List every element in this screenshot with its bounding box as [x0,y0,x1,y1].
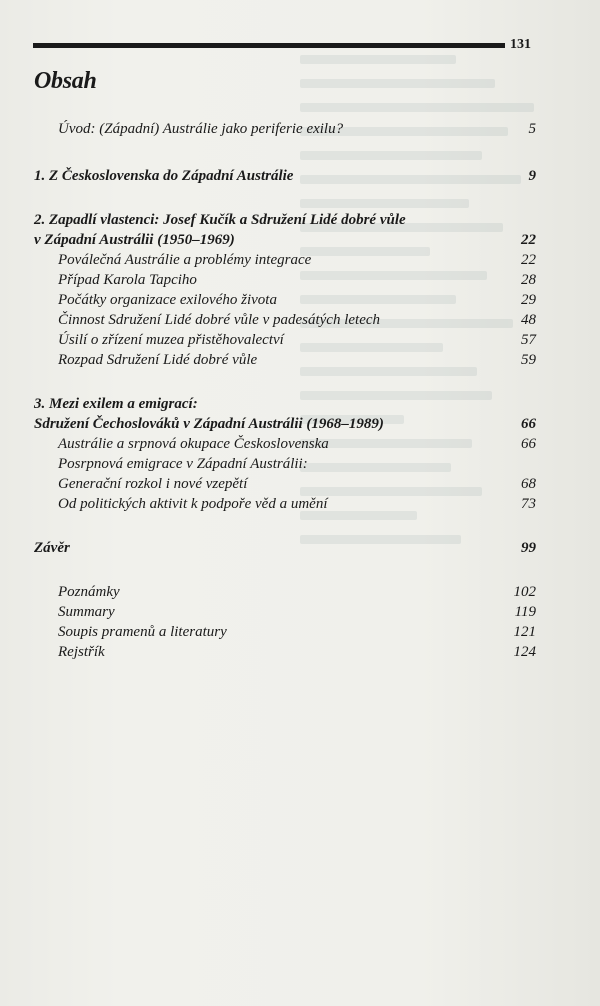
toc-entry-page: 119 [514,604,536,620]
toc-entry-label: Generační rozkol i nové vzepětí [58,476,248,492]
toc-entry-page: 66 [521,416,536,432]
toc-appendix-entry [34,602,536,622]
toc-entry-page: 59 [521,352,536,368]
toc-entry-label: Počátky organizace exilového života [58,292,277,308]
toc-subentry [34,310,536,330]
toc-entry-chapter-1 [34,166,536,186]
toc-entry-label: Rejstřík [58,644,105,660]
toc-entry-label: Případ Karola Tapciho [58,272,197,288]
toc-subentry [34,474,536,494]
toc-entry-page: 124 [513,644,536,660]
toc-entry-label: Úsilí o zřízení muzea přistěhovalectví [58,332,284,348]
toc-entry-page: 9 [528,168,536,184]
page-number: 131 [510,37,531,52]
toc-entry-label: Sdružení Čechoslováků v Západní Austrálii (1968–1989) [34,416,384,432]
toc-entry-label: Poznámky [58,584,120,600]
toc-entry-conclusion [34,538,536,558]
toc-entry-label: Posrpnová emigrace v Západní Austrálii: [58,456,308,472]
toc-appendix-entry [34,642,536,662]
toc-entry-label: Úvod: (Západní) Austrálie jako periferie exilu? [58,121,344,137]
toc-subentry [34,330,536,350]
toc-entry-page: 28 [521,272,536,288]
toc-entry-page: 57 [521,332,536,348]
toc-title: Obsah [34,68,97,94]
toc-entry-chapter-2-line2 [34,230,536,250]
toc-entry-label: Austrálie a srpnová okupace Československa [58,436,329,452]
toc-entry-page: 102 [513,584,536,600]
toc-subentry [34,494,536,514]
toc-entry-label: Soupis pramenů a literatury [58,624,227,640]
toc-appendix-entry [34,582,536,602]
toc-entry-page: 48 [521,312,536,328]
toc-entry-page: 73 [521,496,536,512]
table-of-contents [34,119,536,662]
toc-entry-chapter-2-line1 [34,210,536,230]
toc-entry-label: 1. Z Československa do Západní Austrálie [34,168,294,184]
toc-appendix-entry [34,622,536,642]
toc-entry-chapter-3-line2 [34,414,536,434]
toc-subentry [34,270,536,290]
toc-entry-label: Od politických aktivit k podpoře věd a umění [58,496,328,512]
toc-entry-page: 99 [521,540,536,556]
toc-entry-label: 3. Mezi exilem a emigrací: [34,396,198,412]
toc-entry-chapter-3-line1 [34,394,536,414]
toc-subentry [34,290,536,310]
toc-entry-page: 121 [513,624,536,640]
toc-entry-label: Poválečná Austrálie a problémy integrace [58,252,312,268]
toc-entry-label: Činnost Sdružení Lidé dobré vůle v padesátých letech [58,312,381,328]
toc-subentry [34,454,536,474]
toc-entry-label: 2. Zapadlí vlastenci: Josef Kučík a Sdružení Lidé dobré vůle [34,212,406,228]
toc-entry-page: 68 [521,476,536,492]
toc-subentry [34,434,536,454]
toc-entry-page: 22 [521,252,536,268]
toc-subentry [34,350,536,370]
header-rule [33,43,505,48]
toc-entry-label: Závěr [34,540,70,556]
toc-entry-page: 29 [521,292,536,308]
toc-entry-label: Rozpad Sdružení Lidé dobré vůle [58,352,258,368]
toc-entry-page: 5 [528,121,536,137]
toc-entry-intro [34,119,536,139]
toc-entry-page: 66 [521,436,536,452]
toc-entry-page: 22 [521,232,536,248]
toc-subentry [34,250,536,270]
toc-entry-label: v Západní Austrálii (1950–1969) [34,232,235,248]
toc-entry-label: Summary [58,604,115,620]
